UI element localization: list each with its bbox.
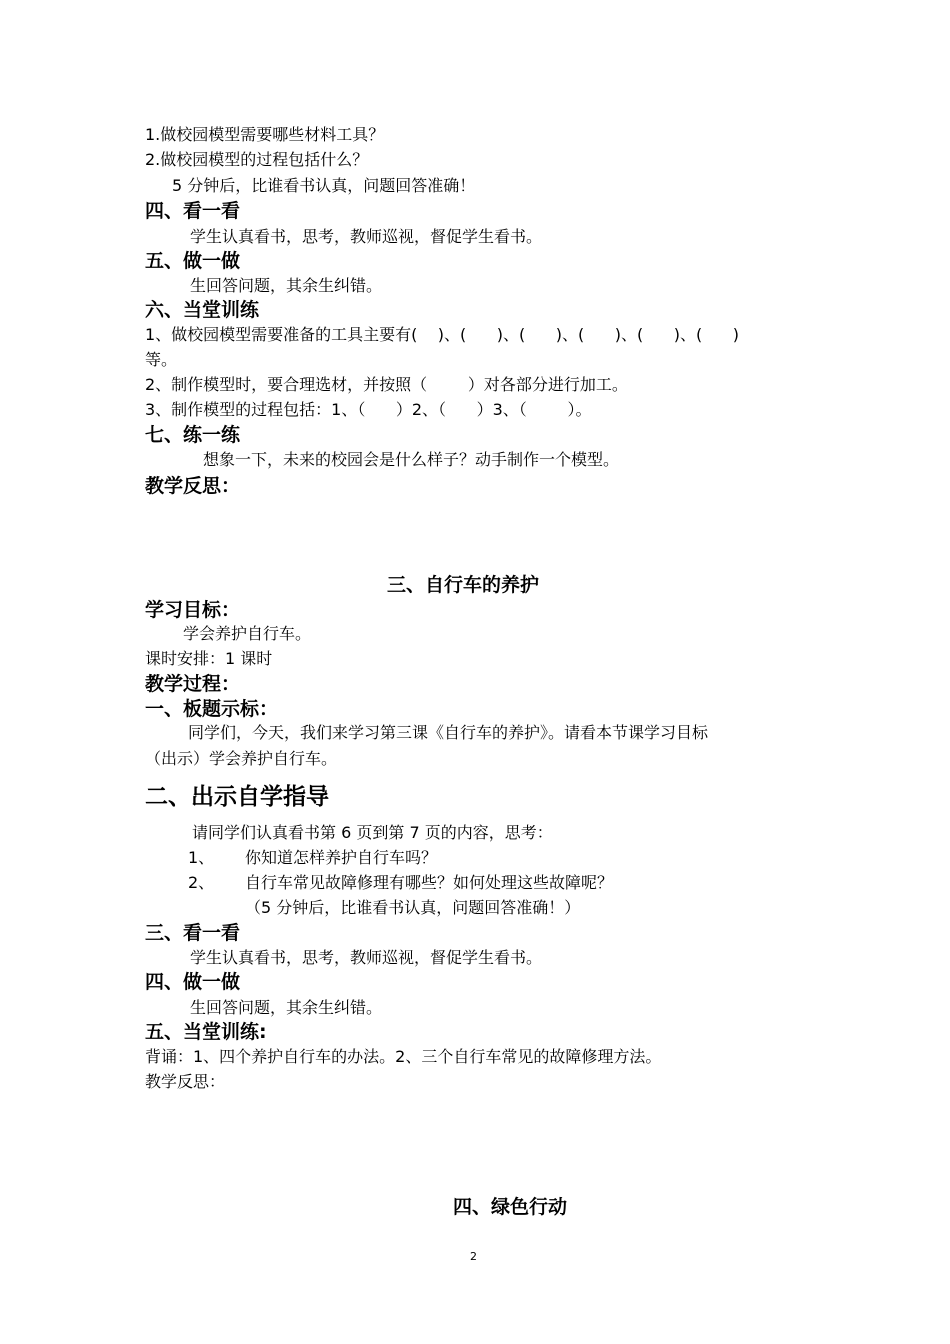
schedule-line: 课时安排：1 课时 (145, 649, 273, 668)
paragraph: 学会养护自行车。 (183, 624, 312, 643)
section-heading-large: 二、出示自学指导 (145, 784, 329, 810)
section-heading: 一、板题示标： (145, 698, 279, 720)
paragraph-cont: （出示）学会养护自行车。 (145, 749, 338, 768)
list-number: 1、 (188, 848, 215, 867)
paragraph: 想象一下，未来的校园会是什么样子？动手制作一个模型。 (203, 450, 620, 469)
section-heading: 四、看一看 (145, 200, 241, 222)
question-1: 1.做校园模型需要哪些材料工具？ (145, 125, 385, 144)
section-heading: 三、看一看 (145, 922, 241, 944)
paragraph: 背诵：1、四个养护自行车的办法。2、三个自行车常见的故障修理方法。 (145, 1047, 662, 1066)
section-heading: 四、做一做 (145, 971, 241, 993)
time-note: 5 分钟后，比谁看书认真，问题回答准确！ (172, 176, 476, 195)
section-heading: 教学过程： (145, 673, 241, 695)
time-note: （5 分钟后，比谁看书认真，问题回答准确！） (245, 898, 581, 917)
section-heading: 学习目标： (145, 599, 241, 621)
question-2: 2.做校园模型的过程包括什么？ (145, 150, 369, 169)
exercise-item-cont: 等。 (145, 350, 178, 369)
reflection-label: 教学反思： (145, 1072, 226, 1091)
lesson-title: 四、绿色行动 (453, 1196, 568, 1218)
paragraph: 生回答问题，其余生纠错。 (190, 276, 383, 295)
list-number: 2、 (188, 873, 215, 892)
lesson-title: 三、自行车的养护 (387, 574, 540, 596)
section-heading: 六、当堂训练 (145, 299, 260, 321)
page-number: 2 (470, 1250, 477, 1263)
paragraph: 同学们，今天，我们来学习第三课《自行车的养护》。请看本节课学习目标 (188, 723, 709, 742)
section-heading: 五、当堂训练: (145, 1021, 267, 1043)
exercise-item: 2、制作模型时，要合理选材，并按照（ ）对各部分进行加工。 (145, 375, 628, 394)
paragraph: 学生认真看书，思考，教师巡视，督促学生看书。 (190, 948, 543, 967)
exercise-item: 1、做校园模型需要准备的工具主要有( )、( )、( )、( )、( )、( ) (145, 325, 740, 344)
paragraph: 生回答问题，其余生纠错。 (190, 998, 383, 1017)
section-heading: 七、练一练 (145, 424, 241, 446)
reflection-heading: 教学反思： (145, 475, 241, 497)
exercise-item: 3、制作模型的过程包括：1、（ ）2、（ ）3、（ ）。 (145, 400, 592, 419)
section-heading: 五、做一做 (145, 250, 241, 272)
paragraph: 请同学们认真看书第 6 页到第 7 页的内容，思考： (192, 823, 553, 842)
list-item: 自行车常见故障修理有哪些？如何处理这些故障呢？ (245, 873, 614, 892)
list-item: 你知道怎样养护自行车吗？ (245, 848, 438, 867)
paragraph: 学生认真看书，思考，教师巡视，督促学生看书。 (190, 227, 543, 246)
